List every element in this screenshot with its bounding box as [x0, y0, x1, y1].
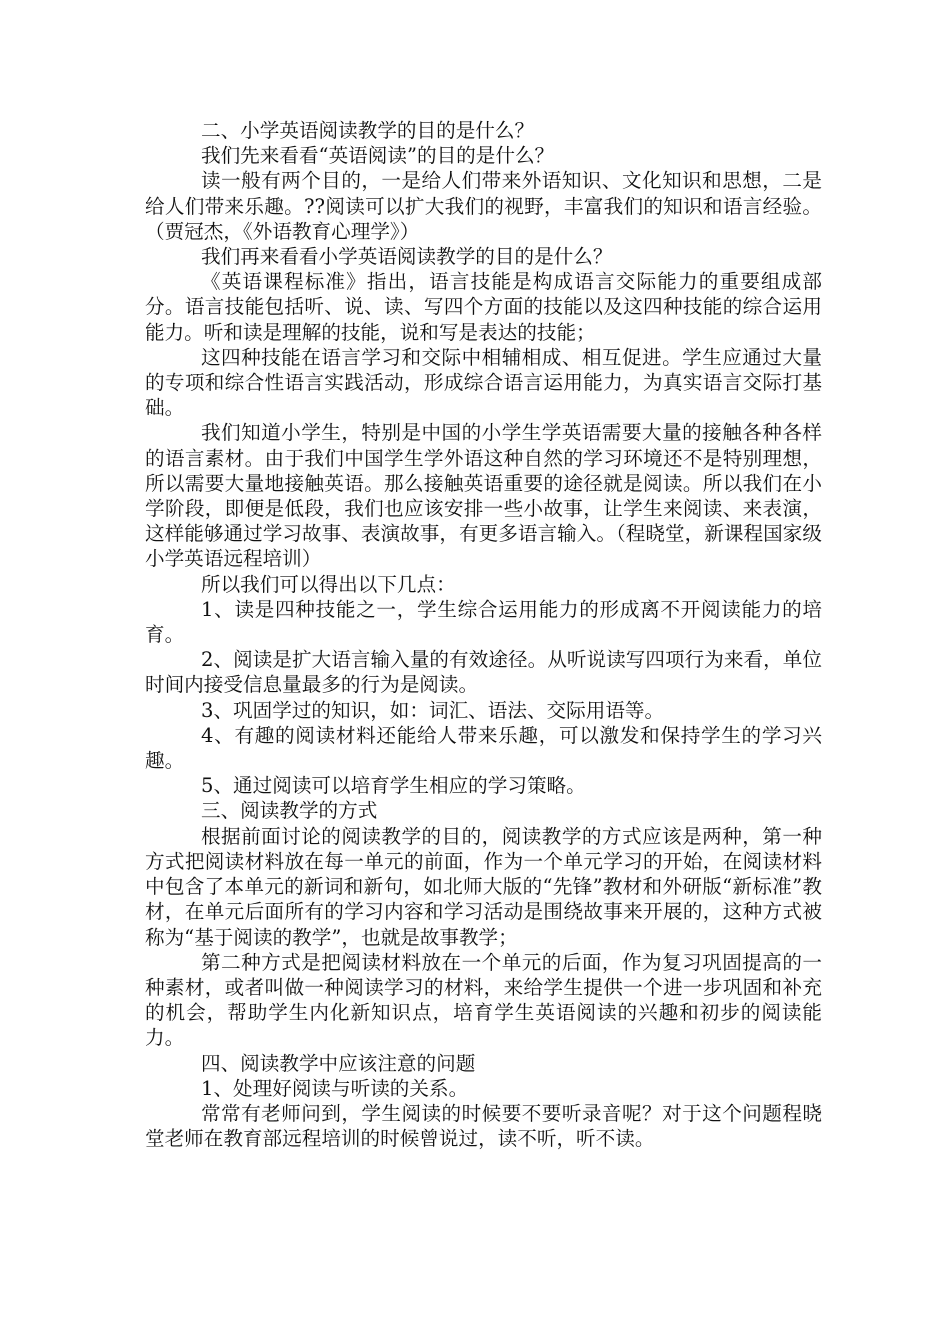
paragraph: 第二种方式是把阅读材料放在一个单元的后面，作为复习巩固提高的一种素材，或者叫做一种阅读学习的材料，来给学生提供一个进一步巩固和补充的机会，帮助学生内化新知识点，培育学生英语阅读的兴趣和初步的阅读能力。	[145, 950, 822, 1050]
paragraph: 我们知道小学生，特别是中国的小学生学英语需要大量的接触各种各样的语言素材。由于我们中国学生学外语这种自然的学习环境还不是特别理想，所以需要大量地接触英语。那么接触英语重要的途径就是阅读。所以我们在小学阶段，即便是低段，我们也应该安排一些小故事，让学生来阅读、来表演，这样能够通过学习故事、表演故事，有更多语言输入。（程晓堂，新课程国家级小学英语远程培训）	[145, 421, 822, 571]
paragraph: 这四种技能在语言学习和交际中相辅相成、相互促进。学生应通过大量的专项和综合性语言实践活动，形成综合语言运用能力，为真实语言交际打基础。	[145, 345, 822, 420]
paragraph: 《英语课程标准》指出，语言技能是构成语言交际能力的重要组成部分。语言技能包括听、说、读、写四个方面的技能以及这四种技能的综合运用能力。听和读是理解的技能，说和写是表达的技能；	[145, 270, 822, 344]
heading-section-3: 三、阅读教学的方式	[201, 799, 378, 823]
heading-section-2: 二、小学英语阅读教学的目的是什么？	[201, 119, 535, 142]
paragraph: 常常有老师问到，学生阅读的时候要不要听录音呢？对于这个问题程晓堂老师在教育部远程培训的时候曾说过，读不听，听不读。	[145, 1101, 822, 1151]
list-item: 4、有趣的阅读材料还能给人带来乐趣，可以激发和保持学生的学习兴趣。	[145, 723, 822, 773]
paragraph: 我们先来看看“英语阅读”的目的是什么？	[201, 144, 555, 168]
list-item: 1、读是四种技能之一，学生综合运用能力的形成离不开阅读能力的培育。	[145, 597, 822, 647]
list-item: 5、通过阅读可以培育学生相应的学习策略。	[201, 774, 586, 798]
paragraph: 根据前面讨论的阅读教学的目的，阅读教学的方式应该是两种，第一种方式把阅读材料放在每一单元的前面，作为一个单元学习的开始，在阅读材料中包含了本单元的新词和新句，如北师大版的“先锋”教材和外研版“新标准”教材，在单元后面所有的学习内容和学习活动是围绕故事来开展的，这种方式被称为“基于阅读的教学”，也就是故事教学；	[145, 824, 822, 949]
paragraph: 我们再来看看小学英语阅读教学的目的是什么？	[201, 245, 613, 269]
paragraph: 所以我们可以得出以下几点：	[201, 572, 456, 596]
paragraph: 读一般有两个目的，一是给人们带来外语知识、文化知识和思想，二是给人们带来乐趣。??阅读可以扩大我们的视野，丰富我们的知识和语言经验。（贾冠杰，《外语教育心理学》）	[145, 169, 822, 243]
list-item: 1、处理好阅读与听读的关系。	[201, 1076, 469, 1100]
list-item: 2、阅读是扩大语言输入量的有效途径。从听说读写四项行为来看，单位时间内接受信息量最多的行为是阅读。	[145, 648, 822, 697]
heading-section-4: 四、阅读教学中应该注意的问题	[201, 1051, 476, 1075]
document-body	[145, 118, 822, 1151]
list-item: 3、巩固学过的知识，如：词汇、语法、交际用语等。	[201, 698, 665, 722]
